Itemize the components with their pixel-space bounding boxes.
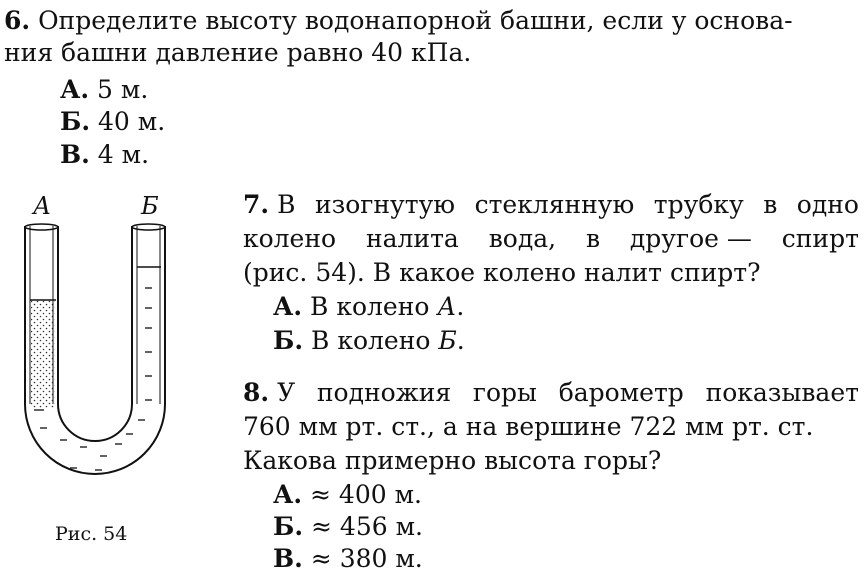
q7-option-b-text: В колено	[311, 326, 439, 355]
q7-word-4: трубку	[653, 190, 744, 219]
q8-word-5: показывает	[705, 378, 859, 407]
q7-line2-word-1: колено	[243, 224, 337, 253]
figure-label-b: Б	[141, 192, 159, 220]
q7-word-1: В	[277, 190, 296, 219]
q6-option-a-letter: А.	[60, 75, 90, 104]
q7-option-a-text: В колено	[310, 292, 438, 321]
q7-line3	[243, 256, 761, 290]
q7-line2-word-2: налита	[365, 224, 459, 253]
q7-option-b-italic: Б	[438, 326, 457, 355]
q6-option-b-letter: Б.	[60, 107, 91, 136]
q7-option-b	[273, 324, 465, 358]
q7-option-a-italic: А	[437, 292, 457, 321]
q7-option-a	[273, 290, 464, 324]
q8-word-3: горы	[472, 378, 537, 407]
q8-option-a-text: ≈ 400 м.	[310, 480, 422, 509]
q8-number: 8.	[243, 378, 270, 407]
q7-option-b-letter: Б.	[273, 326, 304, 355]
q8-option-c-text: ≈ 380 м.	[310, 544, 423, 573]
q7-word-2: изогнутую	[314, 190, 456, 219]
q8-option-a-letter: А.	[273, 480, 303, 509]
q8-option-b-letter: Б.	[273, 512, 304, 541]
q8-option-c	[273, 542, 423, 576]
q6-option-a-text: 5 м.	[97, 75, 149, 104]
q8-line3	[243, 444, 661, 478]
q8-line1-word-1	[243, 376, 295, 410]
q6-number: 6.	[4, 6, 31, 35]
q7-line2-word-5: другое —	[629, 224, 752, 253]
q8-option-c-letter: В.	[273, 544, 303, 573]
tube-inner-wall	[58, 226, 132, 441]
q8-option-a	[273, 478, 422, 512]
q7-line2-word-3: вода,	[488, 224, 557, 253]
q6-option-c-text: 4 м.	[97, 140, 150, 169]
q7-line2-word-6: спирт	[781, 224, 859, 253]
q8-word-2: подножия	[316, 378, 452, 407]
q8-option-b	[273, 510, 423, 544]
figure-label-a: А	[33, 192, 52, 220]
q7-option-a-end: .	[456, 292, 465, 321]
q8-line2	[243, 410, 813, 444]
q7-number: 7.	[243, 190, 270, 219]
q8-word-1: У	[277, 378, 296, 407]
q7-word-3: стеклянную	[474, 190, 635, 219]
q6-option-c-letter: В.	[60, 140, 90, 169]
q7-option-b-end: .	[456, 326, 465, 355]
alcohol-column	[31, 300, 55, 408]
q8-word-4: барометр	[558, 378, 684, 407]
q7-line1	[243, 188, 859, 222]
q6-text-line2: ния башни давление равно 40 кПа.	[4, 38, 472, 67]
q7-line2-word-4: в	[585, 224, 601, 253]
q8-text-line3: Какова примерно высота горы?	[243, 446, 662, 475]
figure-caption: Рис. 54	[55, 523, 128, 545]
q7-option-a-letter: А.	[273, 292, 303, 321]
q7-text-line3: (рис. 54). В какое колено налит спирт?	[243, 258, 761, 287]
q8-line1	[243, 376, 859, 410]
q6-option-b-text: 40 м.	[98, 107, 166, 136]
q6-text-line1: Определите высоту водонапорной башни, если у основа-	[38, 6, 793, 35]
q7-word-5: в	[763, 190, 778, 219]
q8-text-line2: 760 мм рт. ст., а на вершине 722 мм рт. ст.	[243, 412, 814, 441]
q7-word-6: одно	[796, 190, 859, 219]
q7-line1-word-1	[243, 188, 295, 222]
q8-option-b-text: ≈ 456 м.	[311, 512, 423, 541]
q7-line2	[243, 222, 859, 256]
